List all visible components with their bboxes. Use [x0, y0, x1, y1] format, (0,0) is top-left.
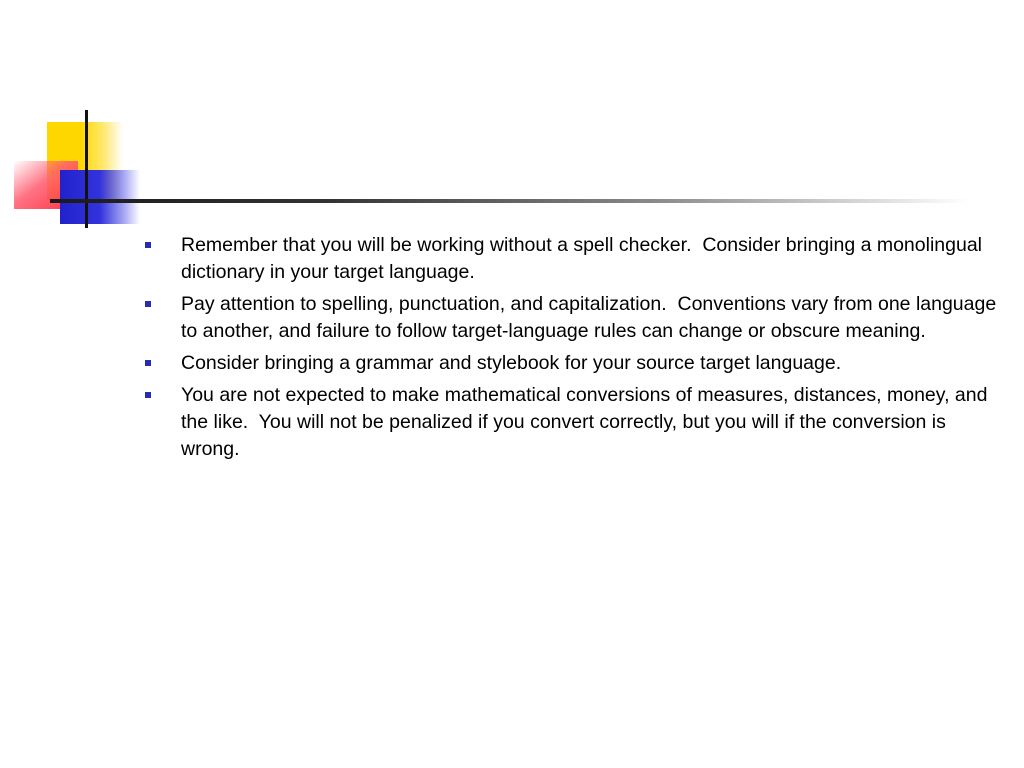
square-bullet-icon [145, 360, 151, 366]
square-bullet-icon [145, 242, 151, 248]
bullet-item [140, 291, 1000, 345]
bullet-text: You are not expected to make mathematical conversions of measures, distances, money, and the like. You will not be penalized if you convert correctly, but you will if the conversion is wrong. [181, 384, 993, 460]
bullet-text: Consider bringing a grammar and stylebook for your source target language. [181, 352, 842, 374]
blue-square-decoration [60, 170, 140, 224]
bullet-item [140, 382, 1000, 463]
bullet-item [140, 350, 1000, 377]
bullet-list [140, 232, 1000, 468]
decorative-corner-graphic [0, 0, 160, 240]
bullet-text: Remember that you will be working without a spell checker. Consider bringing a monolingual dictionary in your target language. [181, 234, 988, 283]
bullet-text: Pay attention to spelling, punctuation, and capitalization. Conventions vary from one language to another, and failure to follow target-language rules can change or obscure meaning. [181, 293, 1002, 342]
bullet-item [140, 232, 1000, 286]
square-bullet-icon [145, 301, 151, 307]
vertical-rule [85, 110, 88, 228]
square-bullet-icon [145, 392, 151, 398]
horizontal-rule [50, 199, 970, 203]
